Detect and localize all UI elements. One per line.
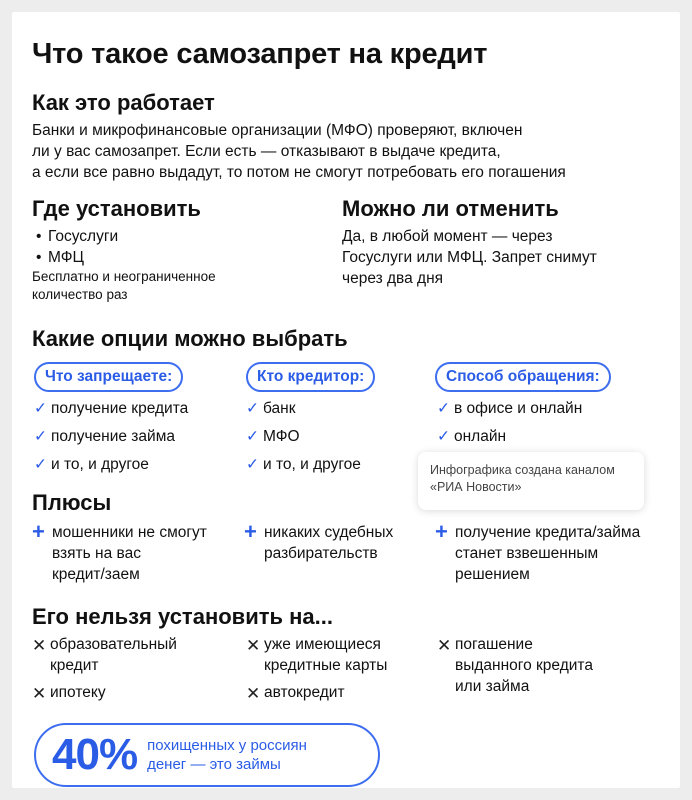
plus-line: кредит/заем <box>52 566 140 583</box>
list-item <box>34 398 188 419</box>
plus-icon: + <box>244 519 257 544</box>
credit-note-line: Инфографика создана каналом <box>430 463 615 477</box>
cannot-line: кредит <box>50 657 99 674</box>
how-line: ли у вас самозапрет. Если есть — отказывают в выдаче кредита, <box>32 143 501 160</box>
credit-note <box>418 452 644 510</box>
option-label: онлайн <box>454 428 507 445</box>
cannot-column <box>32 634 177 711</box>
check-icon: ✓ <box>246 456 259 473</box>
plus-line: никаких судебных <box>264 524 394 541</box>
section-heading-cancel: Можно ли отменить <box>342 196 559 221</box>
pill-what: Что запрещаете: <box>34 362 183 392</box>
cross-icon: ✕ <box>437 636 452 655</box>
cannot-line: уже имеющиеся <box>264 636 381 653</box>
section-heading-options: Какие опции можно выбрать <box>32 326 348 351</box>
plus-item <box>244 519 394 564</box>
section-heading-cannot: Его нельзя установить на... <box>32 604 333 629</box>
plus-icon: + <box>32 519 45 544</box>
cannot-column <box>246 634 387 711</box>
stat-caption <box>147 736 347 774</box>
credit-note-line: «РИА Новости» <box>430 480 522 494</box>
plus-line: мошенники не смогут <box>52 524 207 541</box>
cross-icon: ✕ <box>246 636 261 655</box>
section-heading-how: Как это работает <box>32 90 215 115</box>
plus-icon: + <box>435 519 448 544</box>
section-heading-where: Где установить <box>32 196 201 221</box>
list-item <box>34 426 188 447</box>
cancel-line: Госуслуги или МФЦ. Запрет снимут <box>342 249 597 266</box>
list-item <box>437 426 582 447</box>
list-item: • Госуслуги <box>32 226 118 247</box>
list-item <box>246 454 361 475</box>
list-item <box>246 682 387 705</box>
cannot-line: ипотеку <box>50 684 106 701</box>
options-column-who <box>246 398 361 482</box>
page-title: Что такое самозапрет на кредит <box>32 38 488 70</box>
pill-how: Способ обращения: <box>435 362 611 392</box>
cannot-line: образовательный <box>50 636 177 653</box>
list-item <box>246 426 361 447</box>
stat-caption-line: денег — это займы <box>147 756 281 773</box>
option-label: МФО <box>263 428 300 445</box>
cross-icon: ✕ <box>32 684 47 703</box>
options-column-how <box>437 398 582 454</box>
plus-text <box>264 522 393 564</box>
cross-icon: ✕ <box>32 636 47 655</box>
list-item <box>34 454 188 475</box>
cannot-line: или займа <box>455 678 530 695</box>
plus-line: получение кредита/займа <box>455 524 641 541</box>
option-label: получение займа <box>51 428 175 445</box>
where-note-line: Бесплатно и неограниченное <box>32 269 216 284</box>
check-icon: ✓ <box>34 456 47 473</box>
list-item: • МФЦ <box>32 247 118 268</box>
how-line: а если все равно выдадут, то потом не смогут потребовать его погашения <box>32 164 566 181</box>
how-line: Банки и микрофинансовые организации (МФО) проверяют, включен <box>32 122 523 139</box>
cancel-line: Да, в любой момент — через <box>342 228 553 245</box>
check-icon: ✓ <box>246 400 259 417</box>
how-text <box>32 120 672 183</box>
pill-who: Кто кредитор: <box>246 362 375 392</box>
cross-icon: ✕ <box>246 684 261 703</box>
option-label: и то, и другое <box>263 456 361 473</box>
plus-line: взять на вас <box>52 545 141 562</box>
plus-item <box>435 519 641 585</box>
plus-line: станет взвешенным <box>455 545 599 562</box>
stat-callout <box>34 723 380 787</box>
cannot-line: погашение <box>455 636 533 653</box>
plus-line: решением <box>455 566 530 583</box>
option-label: банк <box>263 400 296 417</box>
plus-text <box>455 522 640 585</box>
plus-item <box>32 519 207 585</box>
cannot-line: автокредит <box>264 684 345 701</box>
where-list <box>32 226 118 268</box>
list-item <box>32 634 177 676</box>
stat-value: 40% <box>52 730 138 779</box>
list-item <box>246 634 387 676</box>
check-icon: ✓ <box>437 428 450 445</box>
check-icon: ✓ <box>246 428 259 445</box>
list-item <box>437 398 582 419</box>
plus-text <box>52 522 207 585</box>
options-column-what <box>34 398 188 482</box>
stat-caption-line: похищенных у россиян <box>147 737 307 754</box>
cancel-text <box>342 226 597 289</box>
where-note-line: количество раз <box>32 287 128 302</box>
section-heading-pluses: Плюсы <box>32 490 112 515</box>
cannot-line: выданного кредита <box>455 657 593 674</box>
where-note <box>32 268 216 304</box>
cancel-line: через два дня <box>342 270 444 287</box>
plus-line: разбирательств <box>264 545 378 562</box>
cannot-line: кредитные карты <box>264 657 388 674</box>
list-item <box>437 634 593 697</box>
check-icon: ✓ <box>34 400 47 417</box>
list-item <box>246 398 361 419</box>
infographic-card <box>12 12 680 788</box>
option-label: в офисе и онлайн <box>454 400 583 417</box>
cannot-column <box>437 634 593 703</box>
check-icon: ✓ <box>437 400 450 417</box>
option-label: и то, и другое <box>51 456 149 473</box>
check-icon: ✓ <box>34 428 47 445</box>
option-label: получение кредита <box>51 400 189 417</box>
list-item <box>32 682 177 705</box>
